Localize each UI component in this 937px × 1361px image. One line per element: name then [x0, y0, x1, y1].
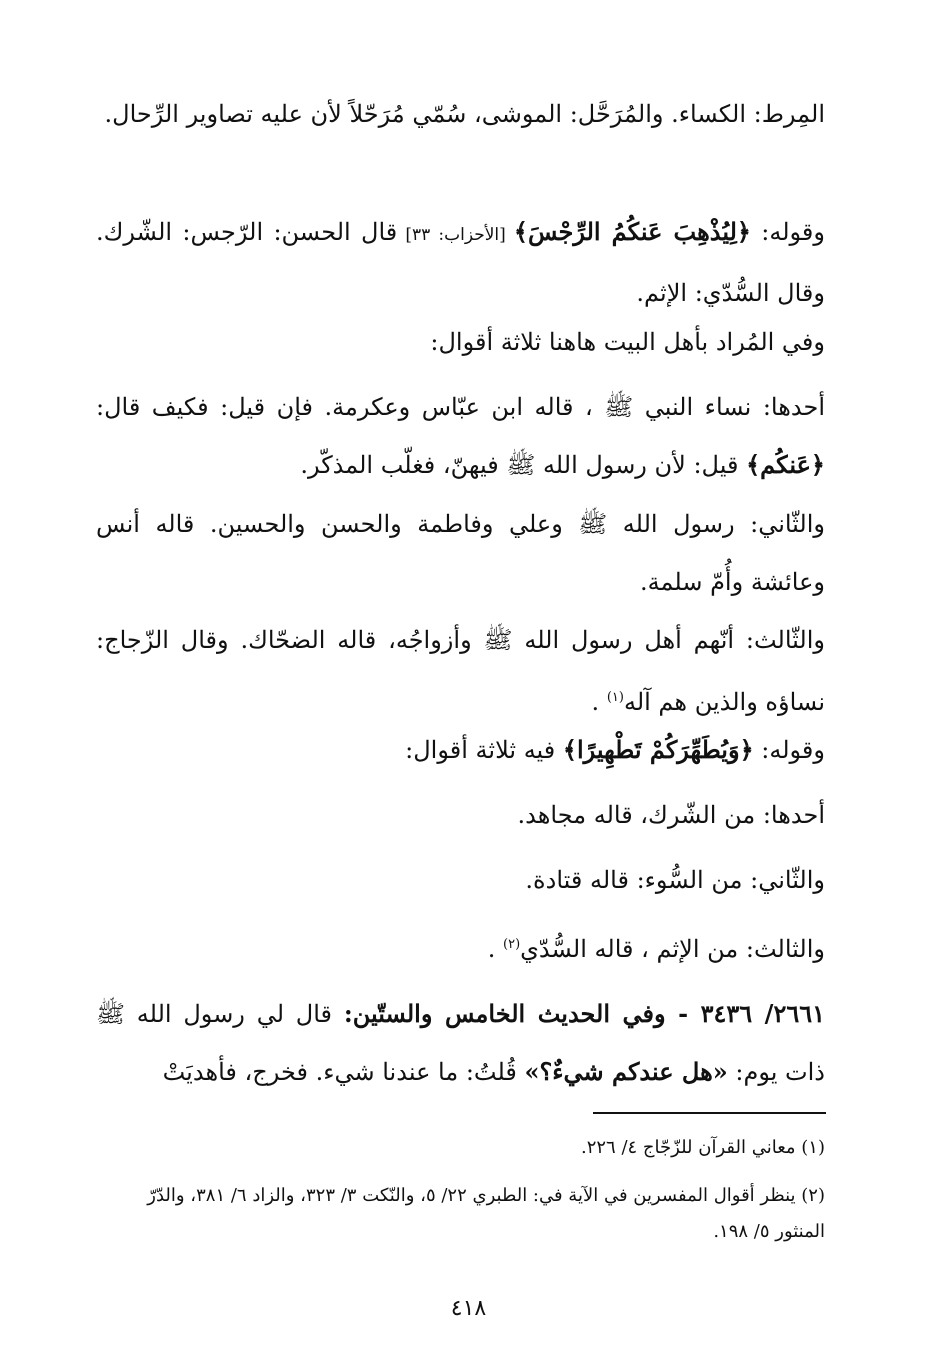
footnote-marker: (٢)	[503, 937, 521, 952]
paragraph-verse-rijs	[96, 203, 825, 322]
footnote-marker: (١)	[606, 690, 624, 705]
paragraph-text: فيه ثلاثة أقوال:	[405, 736, 563, 764]
paragraph-text: قيل: لأن رسول الله ﷺ فيهنّ، فغلّب المذكّر.	[300, 451, 747, 479]
paragraph-second-opinion	[96, 495, 825, 611]
paragraph-text: .	[487, 935, 503, 963]
paragraph-text: وفي المُراد بأهل البيت هاهنا ثلاثة أقوال:	[430, 328, 825, 356]
paragraph-text: والثّاني: رسول الله ﷺ وعلي وفاطمة والحسن والحسين. قاله أنس وعائشة وأُمّ سلمة.	[96, 510, 825, 596]
paragraph-verse-tathir	[96, 721, 825, 779]
paragraph-text: والثّالث: أنّهم أهل رسول الله ﷺ وأزواجُه، قاله الضحّاك. وقال الزّجاج: نساؤه والذين هم آله	[96, 626, 825, 716]
page-number: ٤١٨	[450, 1296, 487, 1321]
footnote-1	[96, 1130, 825, 1166]
paragraph-text: والثالث: من الإثم ، قاله السُّدّي	[520, 935, 825, 963]
hadith-heading: ٢٦٦١/ ٣٤٣٦ - وفي الحديث الخامس والستّين:	[343, 999, 826, 1028]
paragraph-text: المِرط: الكساء. والمُرَحَّل: الموشى، سُمّي مُرَحّلاً لأن عليه تصاوير الرِّحال.	[104, 100, 825, 128]
paragraph-text: وقوله:	[753, 736, 825, 764]
paragraph-text: وقوله:	[750, 218, 825, 246]
quran-verse: ﴿وَيُطَهِّرَكُمْ تَطْهِيرًا﴾	[562, 735, 754, 764]
paragraph-first-opinion	[96, 378, 825, 494]
paragraph-mirt-definition	[96, 85, 825, 143]
paragraph-tathir-first	[96, 786, 825, 844]
paragraph-third-opinion	[96, 611, 825, 731]
footnote-divider	[593, 1112, 826, 1114]
quran-verse: ﴿عَنكُم﴾	[746, 450, 825, 479]
paragraph-text: أحدها: من الشّرك، قاله مجاهد.	[517, 801, 825, 829]
paragraph-hadith-2661	[96, 985, 825, 1101]
paragraph-text: قُلتُ: ما عندنا شيء. فخرج، فأهديَتْ	[162, 1058, 525, 1086]
verse-reference: [الأحزاب: ٣٣]	[397, 225, 514, 245]
paragraph-text: قال لي رسول الله ﷺ ذات يوم:	[96, 1000, 825, 1086]
paragraph-tathir-second	[96, 851, 825, 909]
paragraph-text: قال الحسن: الرّجس: الشّرك. وقال السُّدّي: الإثم.	[96, 218, 825, 307]
paragraph-text: .	[591, 688, 607, 716]
hadith-quote: «هل عندكم شيءٌ؟»	[524, 1057, 728, 1086]
quran-verse: ﴿لِيُذْهِبَ عَنكُمُ الرِّجْسَ﴾	[513, 217, 751, 246]
paragraph-tathir-third	[96, 916, 825, 978]
footnote-2	[96, 1178, 825, 1250]
paragraph-ahl-al-bayt	[96, 313, 825, 371]
footnote-text: (١) معاني القرآن للزّجّاج ٤/ ٢٢٦.	[580, 1137, 825, 1158]
paragraph-text: أحدها: نساء النبي ﷺ ، قاله ابن عبّاس وعكرمة. فإن قيل: فكيف قال:	[96, 393, 825, 421]
footnote-text: (٢) ينظر أقوال المفسرين في الآية في: الطبري ٢٢/ ٥، والنّكت ٣/ ٣٢٣، والزاد ٦/ ٣٨١، والدّرّ المنثور ٥/ ١٩٨.	[147, 1185, 825, 1242]
paragraph-text: والثّاني: من السُّوء: قاله قتادة.	[525, 866, 825, 894]
